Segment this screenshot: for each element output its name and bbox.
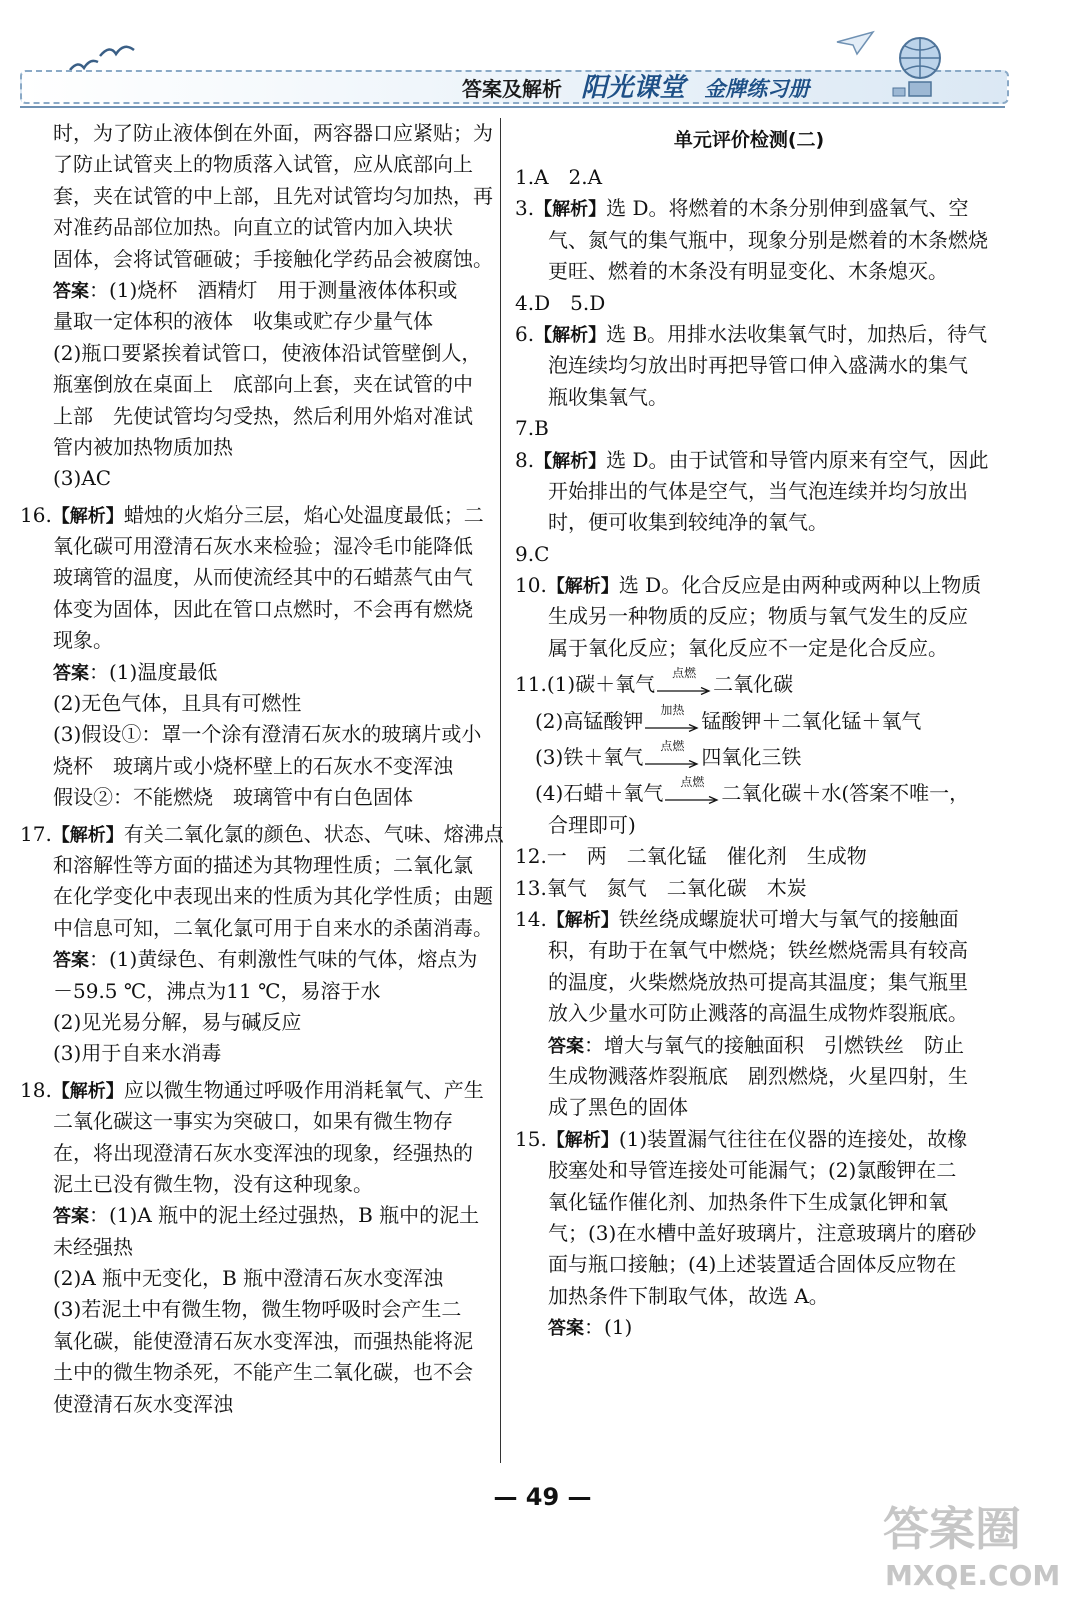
line-text: 固体，会将试管砸破；手接触化学药品会被腐蚀。 bbox=[53, 246, 493, 271]
text-line bbox=[515, 1092, 983, 1123]
line-text: 使澄清石灰水变浑浊 bbox=[53, 1391, 233, 1416]
question-number: 6. bbox=[515, 321, 535, 346]
line-text: 面与瓶口接触；(4)上述装置适合固体反应物在 bbox=[548, 1252, 957, 1277]
line-text: 套，夹在试管的中上部，且先对试管均匀加热，再 bbox=[53, 183, 493, 208]
question-number: 18. bbox=[20, 1077, 52, 1102]
line-text: (3)AC bbox=[53, 466, 112, 491]
line-text: －59.5 ℃，沸点为11 ℃，易溶于水 bbox=[53, 978, 381, 1003]
answer-label: 答案 bbox=[548, 1318, 584, 1340]
line-text: 时，为了防止液体倒在外面，两容器口应紧贴；为 bbox=[53, 121, 493, 145]
page-number: — 49 — bbox=[493, 1483, 592, 1511]
text-line bbox=[515, 873, 983, 904]
text-line bbox=[515, 702, 983, 737]
question-number: 16. bbox=[20, 502, 52, 527]
answer-label: 答案 bbox=[53, 280, 89, 302]
header-rule bbox=[20, 106, 1005, 108]
section-title: 单元评价检测(二) bbox=[673, 129, 825, 151]
line-text: 体变为固体，因此在管口点燃时，不会再有燃烧 bbox=[53, 596, 473, 621]
line-text: 选 D。将燃着的木条分别伸到盛氧气、空 bbox=[606, 196, 969, 221]
column-divider bbox=[500, 118, 501, 1463]
text-line bbox=[20, 850, 490, 881]
line-text: 1.A 2.A bbox=[515, 165, 603, 189]
reaction-products: 二氧化碳 bbox=[713, 672, 794, 697]
line-text: 烧杯 玻璃片或小烧杯壁上的石灰水不变浑浊 bbox=[53, 753, 453, 778]
text-line bbox=[20, 306, 490, 337]
text-line bbox=[20, 1106, 490, 1137]
line-text: 上部 先使试管均匀受热，然后利用外焰对准试 bbox=[53, 403, 473, 428]
text-line bbox=[515, 1218, 983, 1249]
line-text: 9.C bbox=[515, 541, 550, 566]
text-line bbox=[20, 531, 490, 562]
line-text: 4.D 5.D bbox=[515, 290, 606, 315]
header-title bbox=[462, 72, 809, 104]
text-line bbox=[20, 719, 490, 750]
text-line bbox=[20, 500, 490, 531]
text-line bbox=[20, 275, 490, 306]
answer-label: 答案 bbox=[53, 662, 89, 684]
right-column-lines bbox=[515, 162, 989, 1343]
line-text: 13.氧气 氮气 二氧化碳 木炭 bbox=[515, 875, 807, 900]
line-text: 加热条件下制取气体，故选 A。 bbox=[548, 1283, 829, 1308]
text-line bbox=[515, 162, 983, 193]
text-line bbox=[20, 1169, 490, 1200]
line-text: 泡连续均匀放出时再把导管口伸入盛满水的集气 bbox=[548, 353, 968, 378]
line-text: 现象。 bbox=[53, 628, 113, 653]
line-text: 12.一 两 二氧化锰 催化剂 生成物 bbox=[515, 844, 867, 869]
paper-plane-icon bbox=[835, 28, 875, 58]
arrow-icon bbox=[657, 687, 711, 695]
line-text: 假设②：不能燃烧 玻璃管中有白色固体 bbox=[53, 785, 413, 810]
arrow-icon bbox=[645, 724, 699, 732]
line-text: 生成另一种物质的反应；物质与氧气发生的反应 bbox=[548, 604, 968, 629]
text-line bbox=[515, 319, 988, 350]
line-text: 选 B。用排水法收集氧气时，加热后，待气 bbox=[606, 321, 988, 346]
line-text: ：(1)温度最低 bbox=[89, 659, 218, 684]
line-text: (3)铁＋氧气 bbox=[535, 745, 644, 770]
line-text: 气、氮气的集气瓶中，现象分别是燃着的木条燃烧 bbox=[548, 227, 988, 252]
line-text: 在化学变化中表现出来的性质为其化学性质；由题 bbox=[53, 884, 493, 909]
question-number: 14. bbox=[515, 906, 547, 931]
question-number: 15. bbox=[515, 1126, 547, 1151]
line-text: (3)若泥土中有微生物，微生物呼吸时会产生二 bbox=[53, 1297, 462, 1322]
line-text: 量取一定体积的液体 收集或贮存少量气体 bbox=[53, 309, 433, 334]
line-text: 未经强热 bbox=[53, 1234, 133, 1259]
text-line bbox=[20, 118, 493, 149]
text-line bbox=[20, 432, 490, 463]
text-line bbox=[515, 413, 983, 444]
text-line bbox=[20, 181, 493, 212]
line-text: 在，将出现澄清石灰水变浑浊的现象，经强热的 bbox=[53, 1140, 473, 1165]
text-line bbox=[515, 601, 983, 632]
text-line bbox=[515, 739, 983, 773]
line-text: 氧化锰作催化剂、加热条件下生成氯化钾和氧 bbox=[548, 1189, 948, 1214]
text-line bbox=[20, 463, 490, 494]
text-line bbox=[20, 657, 490, 688]
left-column bbox=[20, 118, 504, 1420]
text-line bbox=[20, 782, 490, 813]
line-text: ：(1) bbox=[584, 1315, 633, 1340]
text-line bbox=[20, 881, 493, 912]
question-number: 10. bbox=[515, 573, 547, 598]
watermark-title: 答案圈 bbox=[883, 1502, 1021, 1556]
text-line bbox=[515, 1312, 983, 1343]
text-line bbox=[20, 338, 490, 369]
right-column bbox=[515, 118, 989, 1343]
text-line bbox=[515, 225, 988, 256]
analysis-label: 【解析】 bbox=[534, 199, 607, 221]
line-text: 和溶解性等方面的描述为其物理性质；二氧化氯 bbox=[53, 852, 473, 877]
line-text: 开始排出的气体是空气，当气泡连续并均匀放出 bbox=[548, 478, 968, 503]
text-line bbox=[20, 976, 490, 1007]
text-line bbox=[515, 476, 983, 507]
text-line bbox=[515, 288, 983, 319]
line-text: 时，便可收集到较纯净的氧气。 bbox=[548, 510, 828, 535]
reaction-arrow bbox=[663, 775, 721, 809]
line-text: ：(1)烧杯 酒精灯 用于测量液体体积或 bbox=[89, 277, 458, 302]
text-line bbox=[20, 212, 490, 243]
line-text: 有关二氧化氯的颜色、状态、气味、熔沸点 bbox=[123, 821, 504, 846]
reaction-products: 四氧化三铁 bbox=[701, 745, 802, 770]
text-line bbox=[20, 1232, 490, 1263]
text-line bbox=[515, 445, 989, 476]
line-text: 对准药品部位加热。向直立的试管内加入块状 bbox=[53, 215, 453, 240]
line-text: 更旺、燃着的木条没有明显变化、木条熄灭。 bbox=[548, 259, 948, 284]
text-line bbox=[20, 1075, 490, 1106]
line-text: 成了黑色的固体 bbox=[548, 1095, 688, 1120]
line-text: ：增大与氧气的接触面积 引燃铁丝 防止 bbox=[584, 1032, 964, 1057]
line-text: (4)石蜡＋氧气 bbox=[535, 781, 664, 806]
arrow-icon bbox=[665, 796, 719, 804]
text-line bbox=[515, 350, 983, 381]
series-name: 金牌练习册 bbox=[704, 77, 810, 101]
reaction-condition: 点燃 bbox=[680, 775, 705, 790]
text-line bbox=[515, 1030, 983, 1061]
answers-label: 答案及解析 bbox=[462, 77, 562, 101]
line-text: 应以微生物通过呼吸作用消耗氧气、产生 bbox=[123, 1077, 484, 1102]
line-text: 蜡烛的火焰分三层，焰心处温度最低；二 bbox=[123, 502, 484, 527]
line-text: (1)碳＋氧气 bbox=[546, 672, 656, 697]
reaction-arrow bbox=[655, 666, 713, 700]
text-line bbox=[515, 539, 983, 570]
line-text: 气；(3)在水槽中盖好玻璃片，注意玻璃片的磨砂 bbox=[548, 1220, 977, 1245]
reaction-arrow bbox=[643, 739, 701, 773]
watermark-logo bbox=[875, 1490, 1075, 1595]
text-line bbox=[20, 1263, 490, 1294]
brand-name: 阳光课堂 bbox=[581, 73, 686, 103]
text-line bbox=[20, 819, 504, 850]
text-line bbox=[20, 1038, 490, 1069]
line-text: 选 D。化合反应是由两种或两种以上物质 bbox=[618, 573, 982, 598]
line-text: (2)瓶口要紧挨着试管口，使液体沿试管壁倒人， bbox=[53, 340, 482, 365]
text-line bbox=[20, 944, 490, 975]
question-number: 8. bbox=[515, 447, 535, 472]
text-line bbox=[515, 256, 983, 287]
line-text: 中信息可知，二氧化氯可用于自来水的杀菌消毒。 bbox=[53, 915, 493, 940]
line-text: 合理即可) bbox=[548, 812, 636, 837]
text-line bbox=[515, 1281, 983, 1312]
analysis-label: 【解析】 bbox=[51, 505, 124, 527]
question-number: 17. bbox=[20, 821, 52, 846]
text-line bbox=[515, 570, 983, 601]
line-text: ：(1)黄绿色、有刺激性气味的气体，熔点为 bbox=[89, 947, 478, 972]
text-line bbox=[515, 775, 983, 809]
text-line bbox=[515, 935, 983, 966]
text-line bbox=[515, 1249, 983, 1280]
reaction-condition: 加热 bbox=[660, 702, 685, 717]
text-line bbox=[515, 1155, 983, 1186]
text-line bbox=[20, 1007, 490, 1038]
line-text: 生成物溅落炸裂瓶底 剧烈燃烧，火星四射，生 bbox=[548, 1063, 968, 1088]
analysis-label: 【解析】 bbox=[534, 324, 607, 346]
text-line bbox=[20, 369, 490, 400]
text-line bbox=[515, 666, 983, 700]
text-line bbox=[20, 562, 490, 593]
analysis-label: 【解析】 bbox=[534, 450, 607, 472]
text-line bbox=[20, 244, 493, 275]
reaction-condition: 点燃 bbox=[660, 739, 685, 754]
analysis-label: 【解析】 bbox=[51, 824, 124, 846]
reaction-products: 二氧化碳＋水(答案不唯一， bbox=[721, 781, 970, 806]
question-number: 3. bbox=[515, 196, 535, 221]
line-text: 胶塞处和导管连接处可能漏气；(2)氯酸钾在二 bbox=[548, 1158, 957, 1183]
text-line bbox=[515, 904, 983, 935]
text-line bbox=[515, 841, 983, 872]
line-text: 7.B bbox=[515, 416, 549, 441]
line-text: (1)装置漏气往往在仪器的连接处，故橡 bbox=[618, 1126, 968, 1151]
text-line bbox=[20, 594, 490, 625]
analysis-label: 【解析】 bbox=[546, 576, 619, 598]
text-line bbox=[20, 688, 490, 719]
text-line bbox=[20, 1138, 490, 1169]
watermark-url: MXQE.COM bbox=[885, 1559, 1061, 1592]
answer-label: 答案 bbox=[53, 1206, 89, 1228]
line-text: 瓶收集氧气。 bbox=[548, 384, 668, 409]
line-text: 玻璃管的温度，从而使流经其中的石蜡蒸气由气 bbox=[53, 565, 473, 590]
text-line bbox=[20, 149, 490, 180]
analysis-label: 【解析】 bbox=[51, 1080, 124, 1102]
line-text: 管内被加热物质加热 bbox=[53, 434, 233, 459]
page-header bbox=[0, 0, 1085, 115]
line-text: 氧化碳，能使澄清石灰水变浑浊，而强热能将泥 bbox=[53, 1328, 473, 1353]
line-text: 铁丝绕成螺旋状可增大与氧气的接触面 bbox=[618, 906, 959, 931]
line-text: 了防止试管夹上的物质落入试管，应从底部向上 bbox=[53, 152, 473, 177]
analysis-label: 【解析】 bbox=[546, 1129, 619, 1151]
line-text: 泥土已没有微生物，没有这种现象。 bbox=[53, 1171, 373, 1196]
line-text: 放入少量水可防止溅落的高温生成物炸裂瓶底。 bbox=[548, 1001, 968, 1026]
line-text: 积，有助于在氧气中燃烧；铁丝燃烧需具有较高 bbox=[548, 938, 968, 963]
text-line bbox=[515, 507, 983, 538]
reaction-products: 锰酸钾＋二氧化锰＋氧气 bbox=[701, 708, 922, 733]
line-text: (3)假设①：罩一个涂有澄清石灰水的玻璃片或小 bbox=[53, 722, 482, 747]
text-line bbox=[20, 1357, 490, 1388]
arrow-icon bbox=[645, 760, 699, 768]
line-text: (3)用于自来水消毒 bbox=[53, 1041, 222, 1066]
question-number: 11. bbox=[515, 672, 547, 697]
text-line bbox=[515, 967, 983, 998]
text-line bbox=[515, 382, 983, 413]
line-text: 二氧化碳这一事实为突破口，如果有微生物存 bbox=[53, 1109, 453, 1134]
text-line bbox=[515, 1187, 983, 1218]
line-text: 属于氧化反应；氧化反应不一定是化合反应。 bbox=[548, 635, 948, 660]
line-text: 选 D。由于试管和导管内原来有空气，因此 bbox=[606, 447, 989, 472]
line-text: (2)见光易分解，易与碱反应 bbox=[53, 1009, 302, 1034]
line-text: 瓶塞倒放在桌面上 底部向上套，夹在试管的中 bbox=[53, 372, 473, 397]
answer-label: 答案 bbox=[53, 950, 89, 972]
text-line bbox=[20, 1326, 490, 1357]
line-text: ：(1)A 瓶中的泥土经过强热，B 瓶中的泥土 bbox=[89, 1203, 480, 1228]
answer-label: 答案 bbox=[548, 1035, 584, 1057]
text-line bbox=[515, 193, 983, 224]
text-line bbox=[20, 913, 493, 944]
text-line bbox=[515, 1124, 983, 1155]
text-line bbox=[515, 1061, 983, 1092]
text-line bbox=[20, 751, 490, 782]
line-text: (2)无色气体，且具有可燃性 bbox=[53, 691, 302, 716]
reaction-arrow bbox=[643, 702, 701, 737]
reaction-condition: 点燃 bbox=[672, 666, 697, 681]
text-line bbox=[20, 401, 490, 432]
globe-icon bbox=[885, 30, 955, 100]
text-line bbox=[515, 810, 983, 841]
line-text: (2)A 瓶中无变化，B 瓶中澄清石灰水变浑浊 bbox=[53, 1266, 444, 1291]
text-line bbox=[20, 1294, 490, 1325]
analysis-label: 【解析】 bbox=[546, 909, 619, 931]
line-text: 土中的微生物杀死，不能产生二氧化碳，也不会 bbox=[53, 1360, 473, 1385]
line-text: 的温度，火柴燃烧放热可提高其温度；集气瓶里 bbox=[548, 969, 968, 994]
text-line bbox=[20, 625, 490, 656]
text-line bbox=[20, 1200, 490, 1231]
line-text: (2)高锰酸钾 bbox=[535, 708, 644, 733]
text-line bbox=[515, 998, 983, 1029]
text-line bbox=[515, 633, 983, 664]
text-line bbox=[20, 1389, 490, 1420]
line-text: 氧化碳可用澄清石灰水来检验；湿冷毛巾能降低 bbox=[53, 534, 473, 559]
